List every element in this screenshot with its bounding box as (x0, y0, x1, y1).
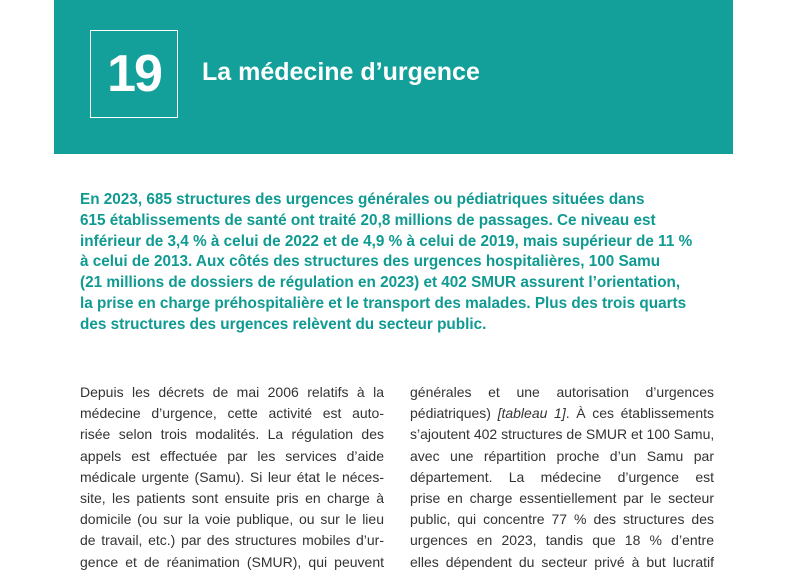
lead-line: à celui de 2013. Aux côtés des structures des urgences hospitalières, 100 Samu (80, 253, 661, 271)
table-reference-link[interactable]: [tableau 1] (497, 405, 566, 422)
body-line: Depuis les décrets de mai 2006 relatifs à la (80, 384, 384, 400)
body-line: de travail, etc.) par des structures mobiles d’ur- (80, 532, 384, 549)
body-line: site, les patients sont ensuite pris en charge à (80, 490, 384, 507)
body-line: elles dépendent du secteur privé à but lucratif (410, 553, 714, 570)
body-line: domicile (ou sur la voie publique, ou sur le lieu (80, 511, 384, 528)
body-line: urgences en 2023, tandis que 18 % d’entre (410, 532, 714, 549)
body-text: . À ces établissements (565, 405, 715, 422)
body-line: médicale urgente (Samu). Si leur état le néces- (80, 468, 384, 485)
body-column-left (80, 382, 384, 573)
body-line: appels est effectuée par les services d’aide (80, 447, 384, 464)
body-line: risée selon trois modalités. La régulation des (80, 426, 384, 443)
body-text: pédiatriques) (410, 405, 498, 422)
chapter-title: La médecine d’urgence (202, 58, 480, 86)
body-line: prise en charge essentiellement par le secteur (410, 490, 714, 507)
lead-line: inférieur de 3,4 % à celui de 2022 et de 4,9 % à celui de 2019, mais supérieur de 11 % (80, 232, 693, 250)
lead-line: la prise en charge préhospitalière et le transport des malades. Plus des trois quarts (80, 294, 687, 312)
body-line: s’ajoutent 402 structures de SMUR et 100 Samu, (410, 426, 715, 443)
body-line: médecine d’urgence, cette activité est auto- (80, 405, 384, 422)
lead-line: des structures des urgences relèvent du secteur public. (80, 315, 487, 333)
body-line: avec une répartition proche d’un Samu par (410, 447, 714, 464)
body-line: public, qui concentre 77 % des structures des (410, 511, 714, 528)
lead-paragraph (80, 190, 693, 336)
body-line (410, 403, 714, 424)
body-line: gence et de réanimation (SMUR), qui peuvent (80, 553, 384, 570)
lead-line: 615 établissements de santé ont traité 20,8 millions de passages. Ce niveau est (80, 211, 656, 229)
body-column-right (410, 382, 714, 573)
lead-line: En 2023, 685 structures des urgences générales ou pédiatriques situées dans (80, 191, 645, 208)
chapter-number: 19 (90, 30, 178, 118)
body-line: générales et une autorisation d’urgences (410, 384, 714, 400)
body-line: département. La médecine d’urgence est (410, 468, 714, 485)
lead-line: (21 millions de dossiers de régulation en 2023) et 402 SMUR assurent l’orientation, (80, 274, 681, 292)
